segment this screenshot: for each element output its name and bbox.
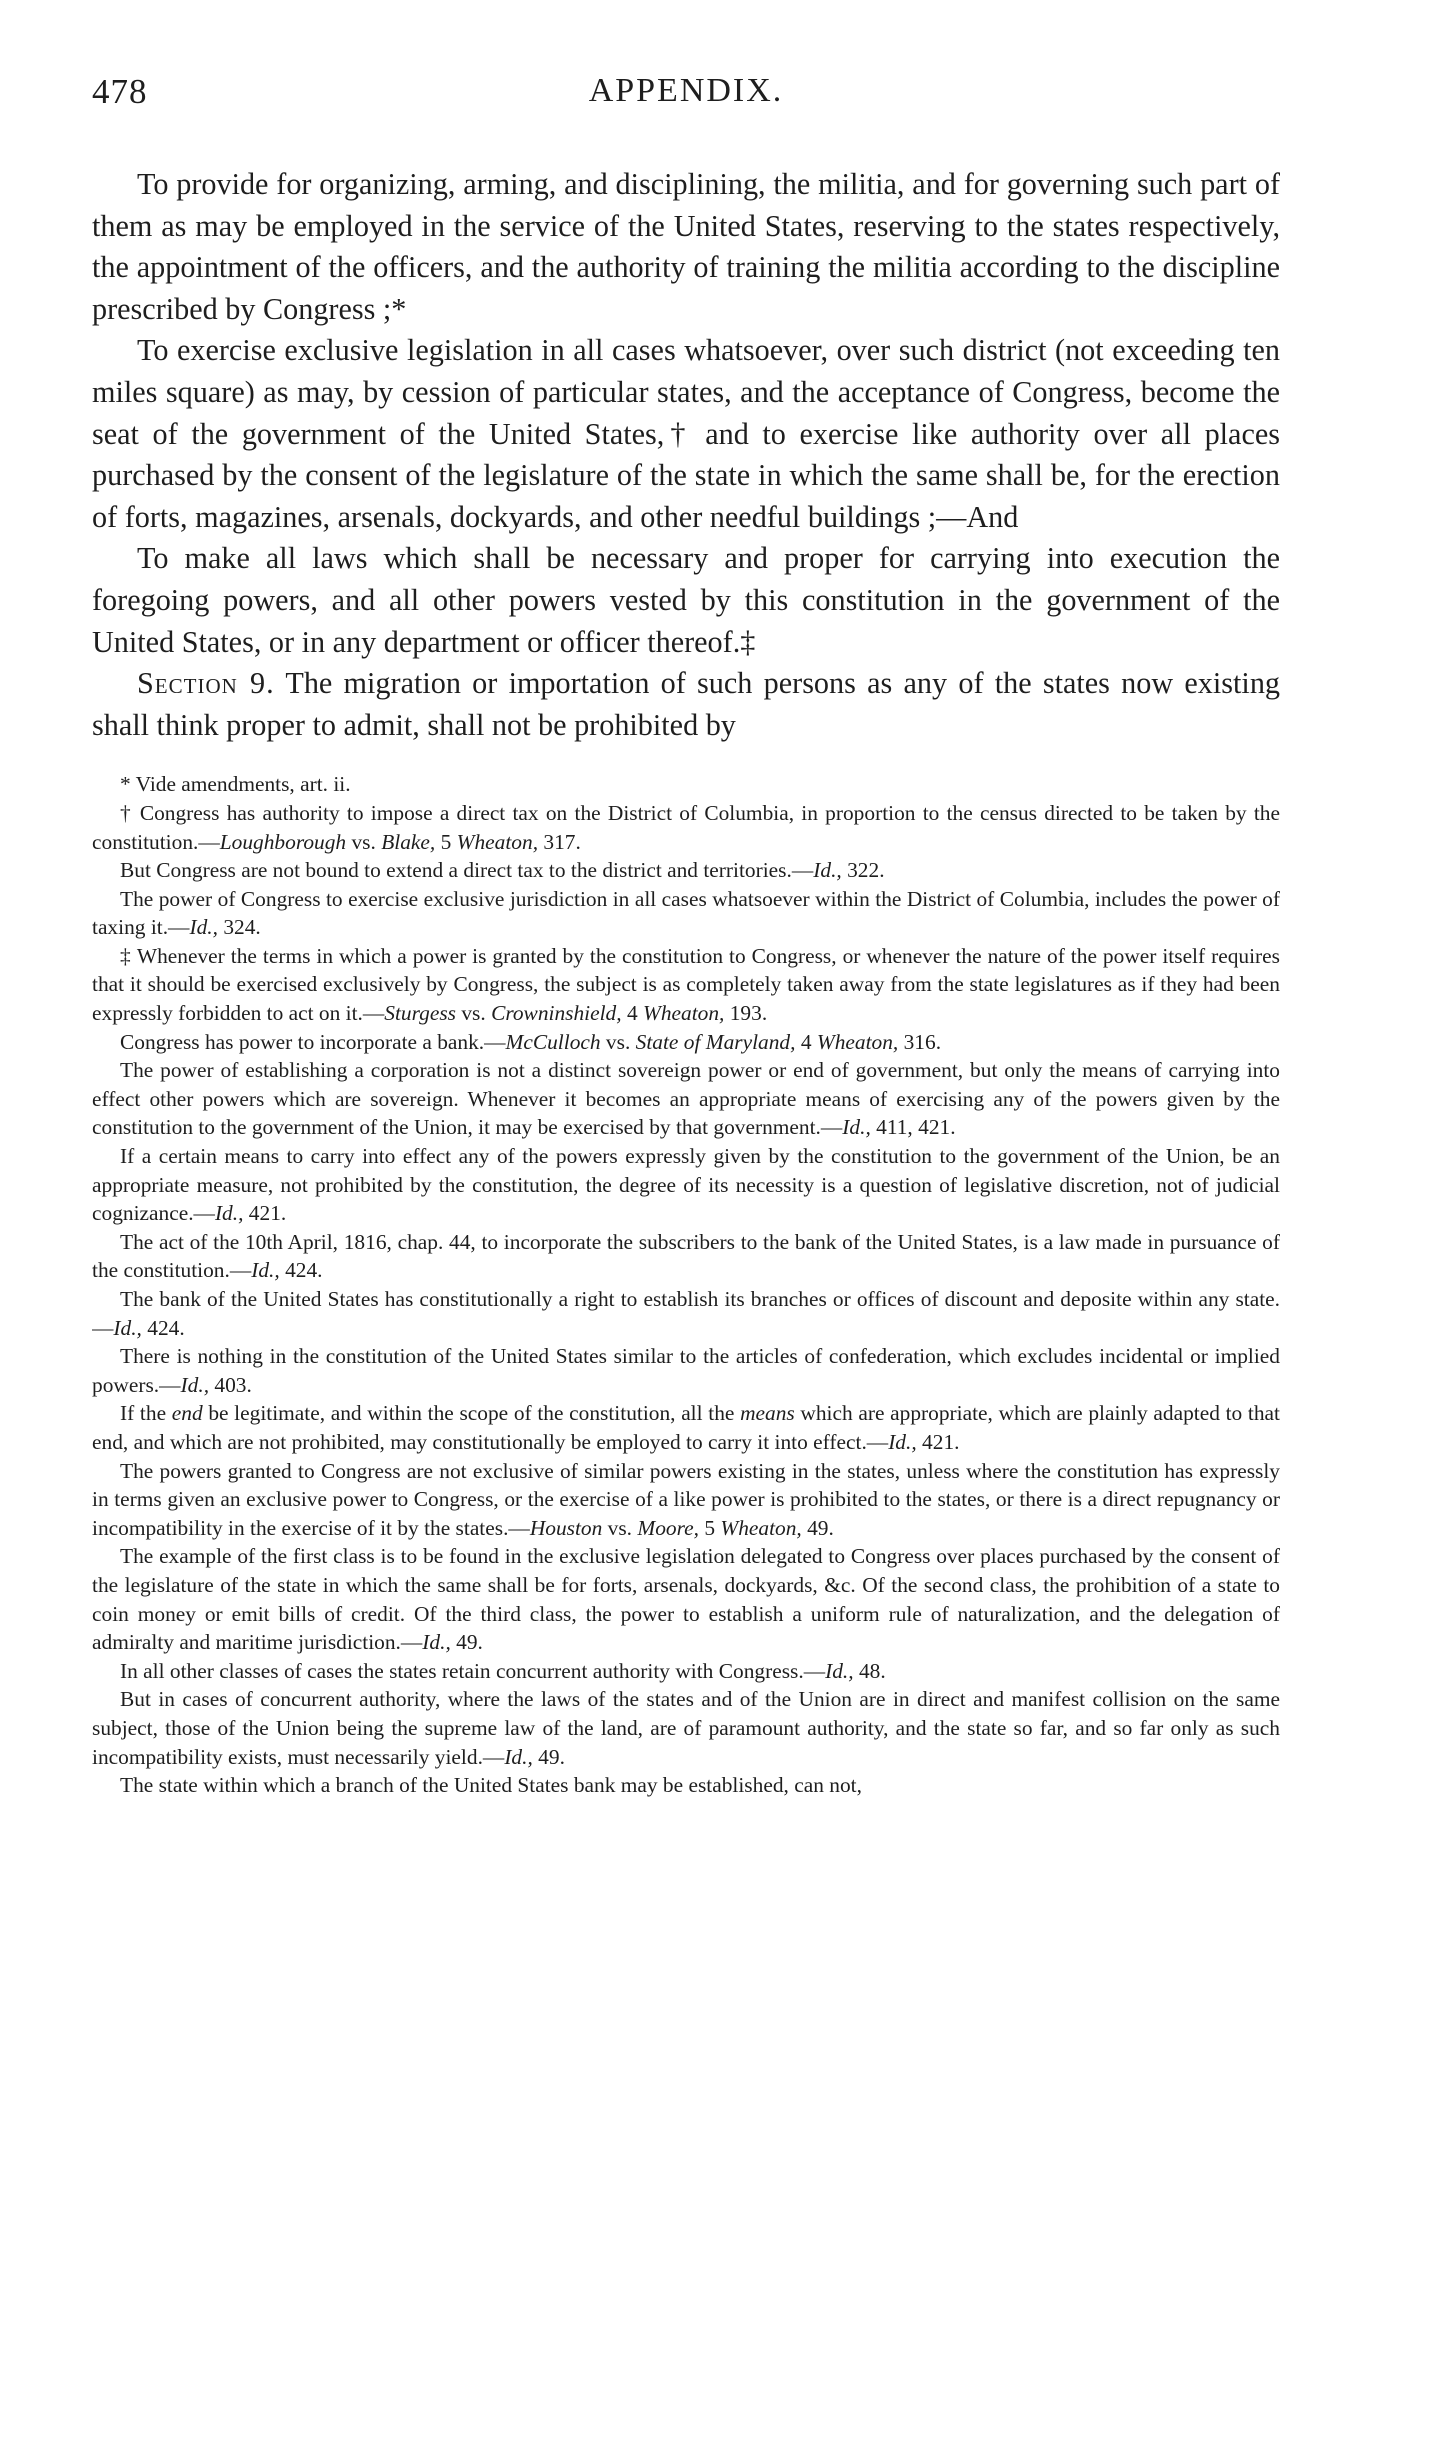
footnotes xyxy=(92,770,1280,1799)
footnote-text: But Congress are not bound to extend a direct tax to the district and territories.— xyxy=(120,858,814,883)
footnote-text: The bank of the United States has constitutionally a right to establish its branches or offices of discount and deposite within any state.— xyxy=(92,1287,1280,1340)
footnote-text: The power of Congress to exercise exclusive jurisdiction in all cases whatsoever within the District of Columbia, includes the power of taxing it.— xyxy=(92,886,1280,940)
reporter-name: Wheaton, xyxy=(816,1029,899,1054)
footnote-text: The act of the 10th April, 1816, chap. 44, to incorporate the subscribers to the bank of the United States, is a law made in pursuance of the constitution.— xyxy=(92,1229,1280,1283)
footnote xyxy=(92,1657,1280,1686)
paragraph-necessary-and-proper: To make all laws which shall be necessary and proper for carrying into execution the foregoing powers, and all other powers vested by this constitution in the government of the United States, or in any department or officer thereof.‡ xyxy=(92,541,1280,659)
footnote: * Vide amendments, art. ii. xyxy=(120,772,351,797)
citation-page: 403. xyxy=(209,1372,252,1397)
footnote-text: vs. xyxy=(600,1029,636,1054)
citation-id: Id., xyxy=(813,858,842,883)
footnote-text: vs. xyxy=(455,1001,492,1026)
case-name: Crowninshield, xyxy=(491,1001,622,1026)
citation-id: Id., xyxy=(888,1429,917,1454)
case-name: State of Maryland, xyxy=(635,1029,796,1054)
footnote-text: There is nothing in the constitution of the United States similar to the articles of confederation, which excludes incidental or implied powers.— xyxy=(92,1344,1280,1397)
footnote-text: The power of establishing a corporation is not a distinct sovereign power or end of government, but only the means of carrying into effect other powers which are sovereign. Whenever it becomes an appropriate means of exercising any of the powers given by the constitution to the government of the Union, it may be exercised by that government.— xyxy=(92,1058,1280,1140)
emphasis-means: means xyxy=(740,1401,795,1426)
citation-id: Id., xyxy=(842,1115,871,1140)
footnote xyxy=(92,799,1280,856)
footnote-text: vs. xyxy=(346,829,382,854)
citation-page: 317. xyxy=(538,829,581,854)
footnote-text: be legitimate, and within the scope of the constitution, all the xyxy=(202,1401,741,1426)
footnote xyxy=(92,856,1280,885)
citation-page: 424. xyxy=(141,1315,185,1340)
citation-page: 424. xyxy=(279,1258,323,1283)
footnote-text: Congress has power to incorporate a bank.— xyxy=(120,1029,506,1054)
citation-id: Id., xyxy=(189,915,218,940)
footnote xyxy=(92,1542,1280,1656)
footnote-text: † Congress has authority to impose a direct tax on the District of Columbia, in proportion to the census directed to be taken by the constitution.— xyxy=(92,800,1280,854)
case-name: Blake, xyxy=(381,829,436,854)
case-name: Sturgess xyxy=(384,1001,456,1026)
reporter-name: Wheaton, xyxy=(643,1001,725,1026)
footnote xyxy=(92,1285,1280,1342)
book-page xyxy=(92,72,1280,2392)
citation-id: Id., xyxy=(113,1315,142,1340)
running-head xyxy=(92,72,1280,126)
page-number: 478 xyxy=(92,72,148,111)
citation-id: Id., xyxy=(422,1630,451,1655)
footnote-text: ‡ Whenever the terms in which a power is granted by the constitution to Congress, or whenever the nature of the power itself requires that it should be exercised exclusively by Congress, the subject is as completely taken away from the state legislatures as if they had been expressly forbidden to act on it.— xyxy=(92,943,1280,1026)
citation-id: Id., xyxy=(214,1201,244,1226)
footnote-text: In all other classes of cases the states retain concurrent authority with Congress.— xyxy=(120,1658,826,1683)
citation-page: 324. xyxy=(217,915,261,940)
footnote xyxy=(92,1056,1280,1142)
main-text xyxy=(92,164,1280,746)
paragraph-exclusive-legislation: To exercise exclusive legislation in all cases whatsoever, over such district (not exceeding ten miles square) as may, by cession of particular states, and the acceptance of Congress, become the seat of the government of the United States,† and to exercise like authority over all places purchased by the consent of the legislature of the state in which the same shall be, for the erection of forts, magazines, arsenals, dockyards, and other needful buildings ;—And xyxy=(92,333,1280,534)
footnote-text: If a certain means to carry into effect any of the powers expressly given by the constitution to the government of the Union, be an appropriate measure, not prohibited by the constitution, the degree of its necessity is a question of legislative discretion, not of judicial cognizance.— xyxy=(92,1144,1280,1226)
case-name: Moore, xyxy=(637,1515,699,1540)
citation-page: 49. xyxy=(450,1630,483,1655)
footnote xyxy=(92,942,1280,1028)
citation-page: 49. xyxy=(801,1515,834,1540)
case-name: Loughborough xyxy=(219,829,347,854)
footnote xyxy=(92,1399,1280,1456)
footnote-text: The example of the first class is to be found in the exclusive legislation delegated to Congress over places purchased by the consent of the legislature of the state in which the same shall be for forts, arsenals, dockyards, &c. Of the second class, the prohibition of a state to coin money or emit bills of credit. Of the third class, the power to establish a uniform rule of naturalization, and the delegation of admiralty and maritime jurisdiction.— xyxy=(92,1544,1280,1655)
section-label: Section 9. xyxy=(137,666,275,701)
citation-id: Id., xyxy=(504,1744,533,1769)
footnote: The state within which a branch of the United States bank may be established, can not, xyxy=(120,1773,862,1798)
footnote xyxy=(92,885,1280,942)
citation-page: 48. xyxy=(853,1658,886,1683)
case-name: Houston xyxy=(529,1515,603,1540)
citation-id: Id., xyxy=(825,1658,854,1683)
emphasis-end: end xyxy=(171,1401,203,1426)
footnote xyxy=(92,1028,1280,1057)
citation-page: 316. xyxy=(898,1029,942,1054)
section-9-text: The migration or importation of such persons as any of the states now existing shall think proper to admit, shall not be prohibited by xyxy=(92,666,1280,742)
citation-page: 411, 421. xyxy=(870,1115,956,1140)
footnote xyxy=(92,1342,1280,1399)
citation-page: 421. xyxy=(916,1429,960,1454)
citation-page: 49. xyxy=(532,1744,565,1769)
footnote xyxy=(92,1457,1280,1543)
footnote xyxy=(92,1228,1280,1285)
paragraph-section-9 xyxy=(92,663,1280,746)
reporter-name: Wheaton, xyxy=(456,829,539,854)
footnote-text: The powers granted to Congress are not exclusive of similar powers existing in the states, unless where the constitution has expressly in terms given an exclusive power to Congress, or the exercise of a like power is prohibited to the states, or there is a direct repugnancy or incompatibility in the exercise of it by the states.— xyxy=(92,1458,1280,1540)
footnote-text: 5 xyxy=(698,1515,721,1540)
footnote-text: which are appropriate, which are plainly adapted to that end, and which are not prohibited, may constitutionally be employed to carry it into effect.— xyxy=(92,1401,1280,1454)
reporter-name: Wheaton, xyxy=(720,1515,802,1540)
citation-id: Id., xyxy=(180,1372,210,1397)
footnote-text: If the xyxy=(120,1401,172,1426)
case-name: McCulloch xyxy=(505,1029,601,1054)
footnote xyxy=(92,1142,1280,1228)
citation-id: Id., xyxy=(251,1258,280,1283)
citation-page: 193. xyxy=(724,1001,768,1026)
footnote xyxy=(92,1685,1280,1771)
citation-page: 421. xyxy=(243,1201,287,1226)
footnote-text: 5 xyxy=(435,829,457,854)
citation-page: 322. xyxy=(841,858,885,883)
footnote-text: 4 xyxy=(621,1001,643,1026)
footnote-text: But in cases of concurrent authority, where the laws of the states and of the Union are in direct and manifest collision on the same subject, those of the Union being the supreme law of the land, are of paramount authority, and the state so far, and so far only as such incompatibility exists, must necessarily yield.— xyxy=(92,1687,1280,1769)
footnote-text: vs. xyxy=(602,1515,638,1540)
footnote-text: 4 xyxy=(795,1029,817,1054)
paragraph-militia: To provide for organizing, arming, and disciplining, the militia, and for governing such part of them as may be employed in the service of the United States, reserving to the states respectively, the appointment of the officers, and the authority of training the militia according to the discipline prescribed by Congress ;* xyxy=(92,167,1280,326)
running-title: APPENDIX. xyxy=(588,72,784,109)
